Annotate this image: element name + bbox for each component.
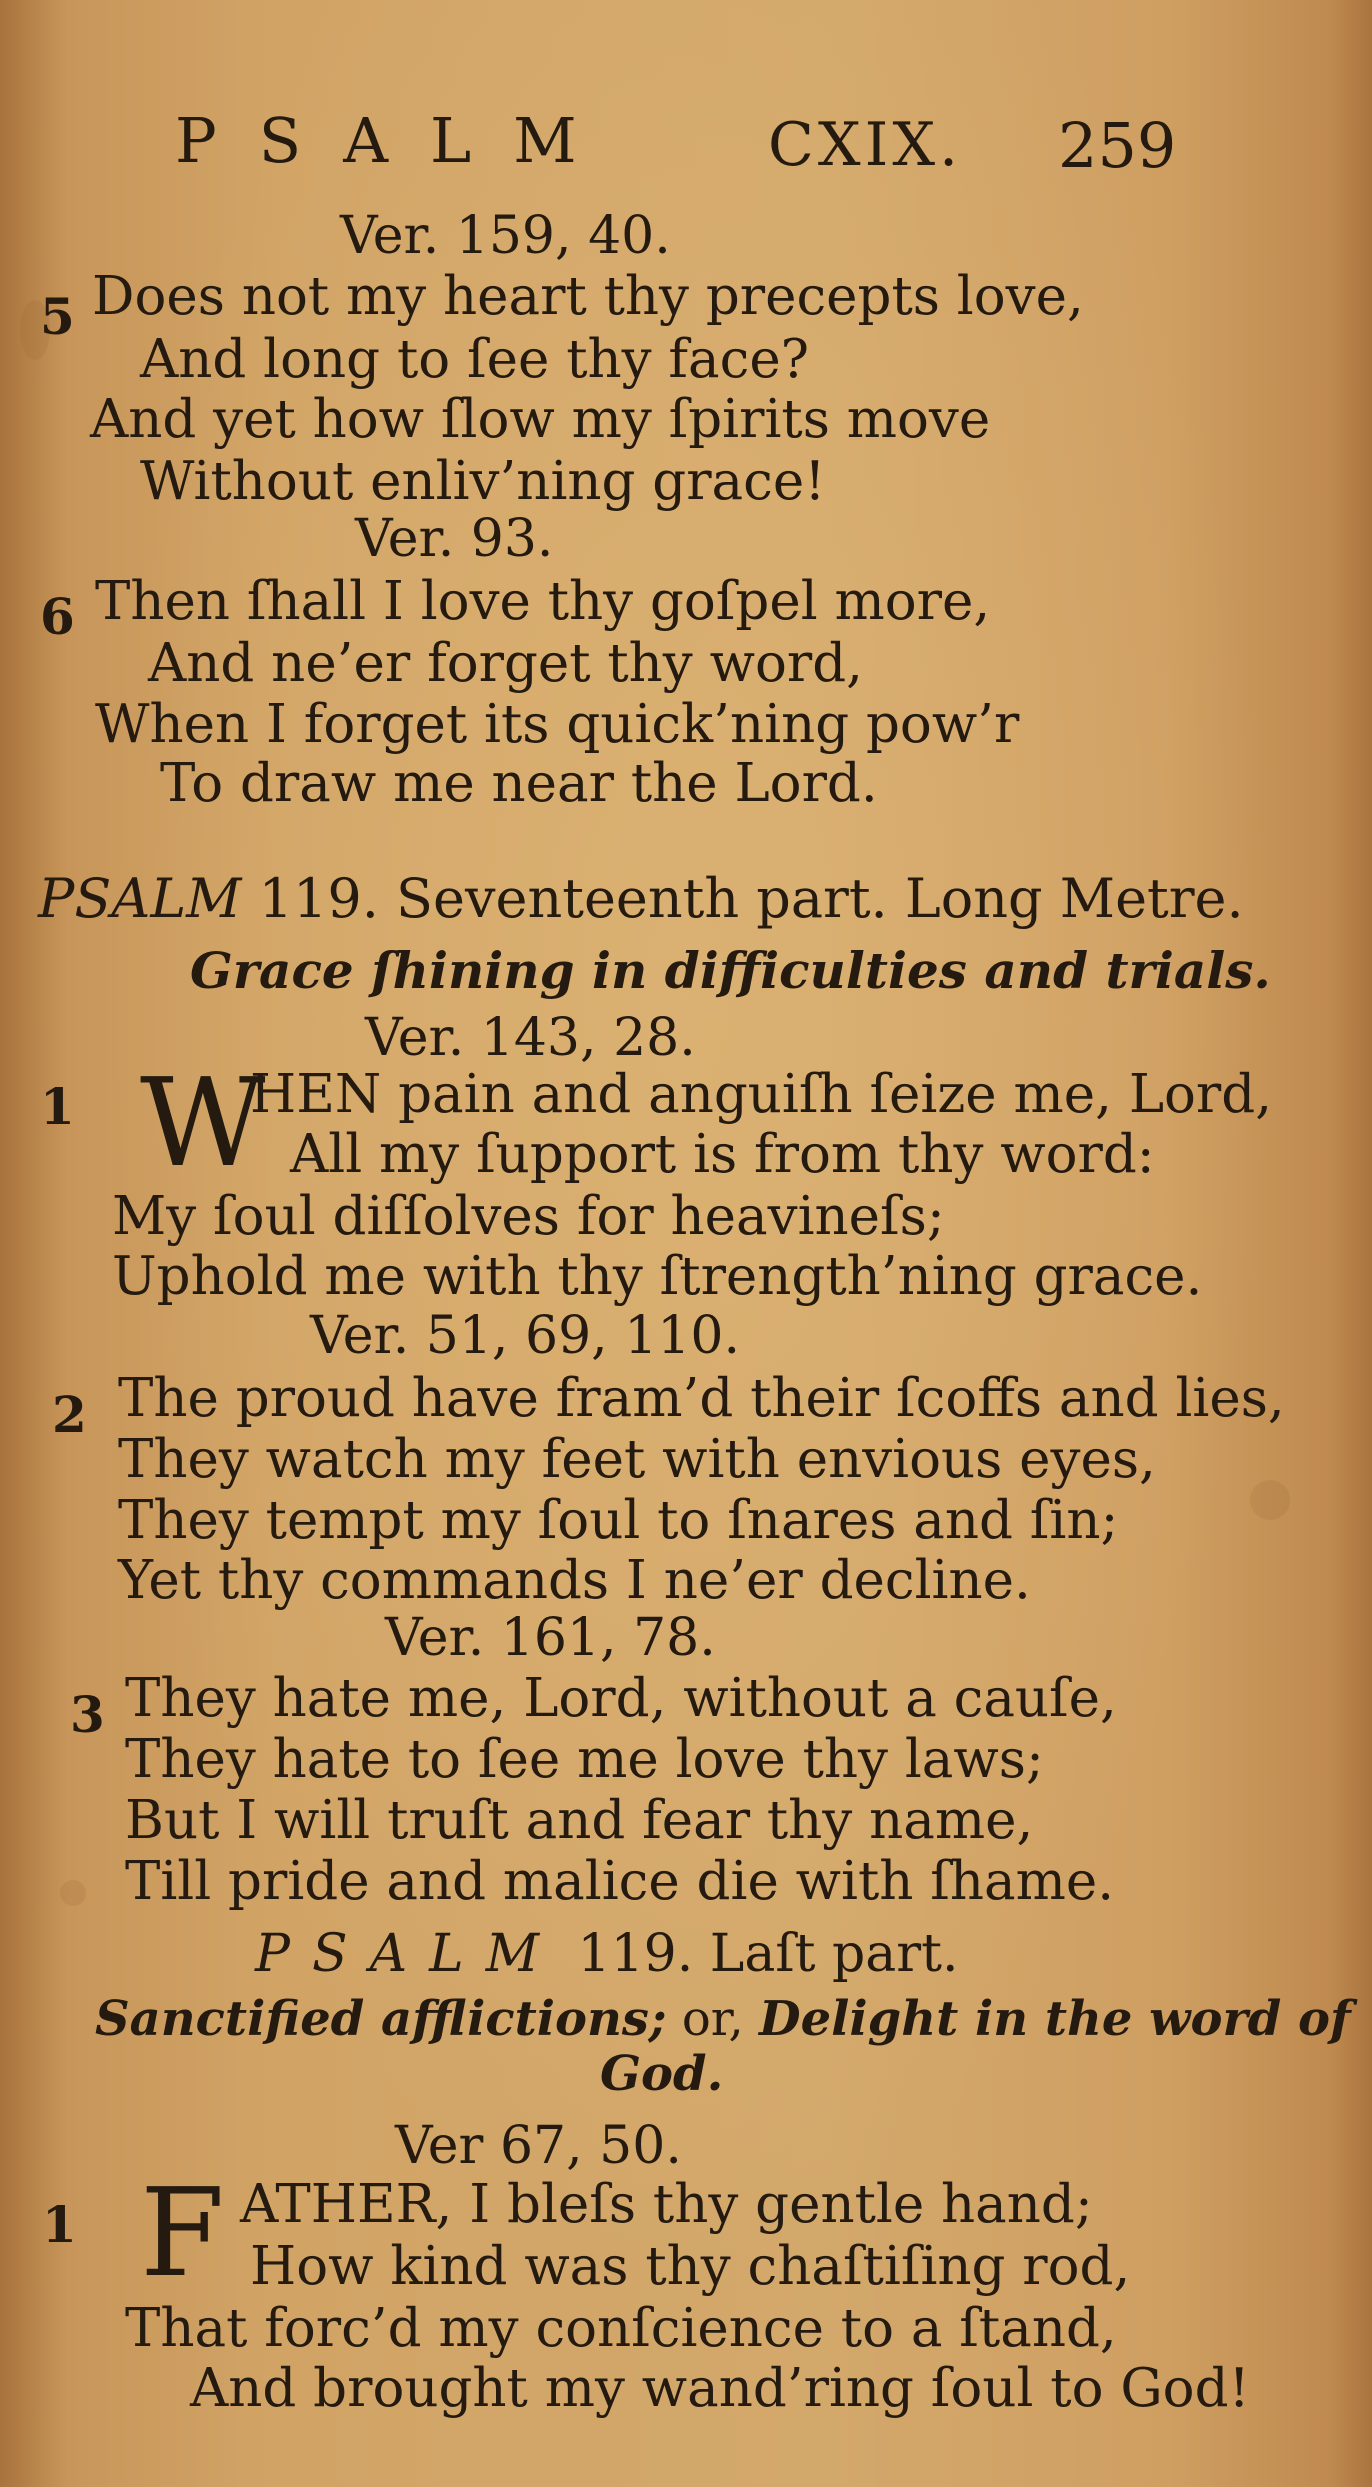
stanza-number: 1 [40, 1077, 75, 1136]
section-title-psalm: PSALM [38, 867, 242, 930]
section-title-rest: 119. Seventeenth part. Long Metre. [258, 867, 1244, 930]
verse-line: But I will truſt and fear thy name, [125, 1790, 1034, 1851]
verse-line: They hate to ſee me love thy laws; [125, 1729, 1044, 1790]
verse-line: How kind was thy chaſtiſing rod, [250, 2236, 1131, 2297]
verse-line: Does not my heart thy precepts love, [92, 266, 1084, 327]
verse-line: They tempt my ſoul to ſnares and ſin; [118, 1490, 1119, 1551]
section-subtitle-b: Delight in the word of [759, 1991, 1351, 2047]
verse-line: ATHER, I bleſs thy gentle hand; [240, 2174, 1093, 2235]
verse-reference: Ver. 93. [355, 509, 554, 569]
section-title-psalm: PSALM [255, 1924, 561, 1984]
section-subtitle-a: Sanctified afflictions; [95, 1991, 667, 2047]
stanza-number: 5 [40, 287, 75, 346]
verse-line: Yet thy commands I ne’er decline. [118, 1550, 1031, 1611]
foxing-spot [60, 1880, 86, 1906]
section-subtitle [95, 1991, 1351, 2047]
verse-line: Without enliv’ning grace! [140, 451, 826, 512]
verse-line: Uphold me with thy ſtrength’ning grace. [112, 1246, 1203, 1307]
stanza-number: 6 [40, 587, 75, 646]
stanza-number: 2 [52, 1385, 87, 1444]
stanza-number: 3 [70, 1685, 105, 1744]
verse-line: They watch my feet with envious eyes, [118, 1429, 1156, 1490]
running-header-word: PSALM [175, 104, 619, 177]
section-title [255, 1924, 959, 1984]
section-subtitle: Grace ſhining in difficulties and trials. [190, 941, 1271, 1000]
verse-line: That forc’d my conſcience to a ſtand, [125, 2298, 1117, 2359]
verse-line: And long to ſee thy face? [140, 329, 810, 390]
verse-reference: Ver 67, 50. [395, 2116, 682, 2176]
verse-line: Till pride and malice die with ſhame. [125, 1851, 1115, 1912]
verse-line: And yet how ſlow my ſpirits move [90, 389, 991, 450]
running-header-numeral: CXIX. [768, 110, 963, 180]
verse-reference: Ver. 161, 78. [385, 1608, 716, 1668]
foxing-spot [1250, 1480, 1290, 1520]
stanza-number: 1 [42, 2195, 77, 2254]
verse-reference: Ver. 159, 40. [340, 206, 671, 266]
verse-line: When I forget its quick’ning pow’r [95, 694, 1020, 755]
drop-cap: F [140, 2162, 225, 2304]
verse-line: The proud have fram’d their ſcoffs and lies, [118, 1368, 1285, 1429]
section-subtitle-c: God. [600, 2046, 724, 2102]
drop-cap: W [140, 1052, 266, 1194]
verse-line: They hate me, Lord, without a cauſe, [125, 1668, 1117, 1729]
verse-reference: Ver. 51, 69, 110. [310, 1306, 740, 1366]
verse-line: All my ſupport is from thy word: [290, 1124, 1155, 1185]
page-number: 259 [1058, 109, 1177, 182]
section-subtitle-or: or, [681, 1991, 744, 2047]
verse-line: To draw me near the Lord. [160, 753, 878, 814]
section-title-rest: 119. Laſt part. [577, 1924, 959, 1984]
section-title [38, 867, 1244, 930]
verse-line: Then ſhall I love thy goſpel more, [95, 571, 991, 632]
verse-reference: Ver. 143, 28. [365, 1008, 696, 1068]
verse-line: And ne’er forget thy word, [148, 633, 863, 694]
verse-line: And brought my wand’ring ſoul to God! [190, 2358, 1250, 2419]
verse-line: HEN pain and anguiſh ſeize me, Lord, [250, 1064, 1273, 1125]
verse-line: My ſoul diſſolves for heavineſs; [112, 1186, 945, 1247]
